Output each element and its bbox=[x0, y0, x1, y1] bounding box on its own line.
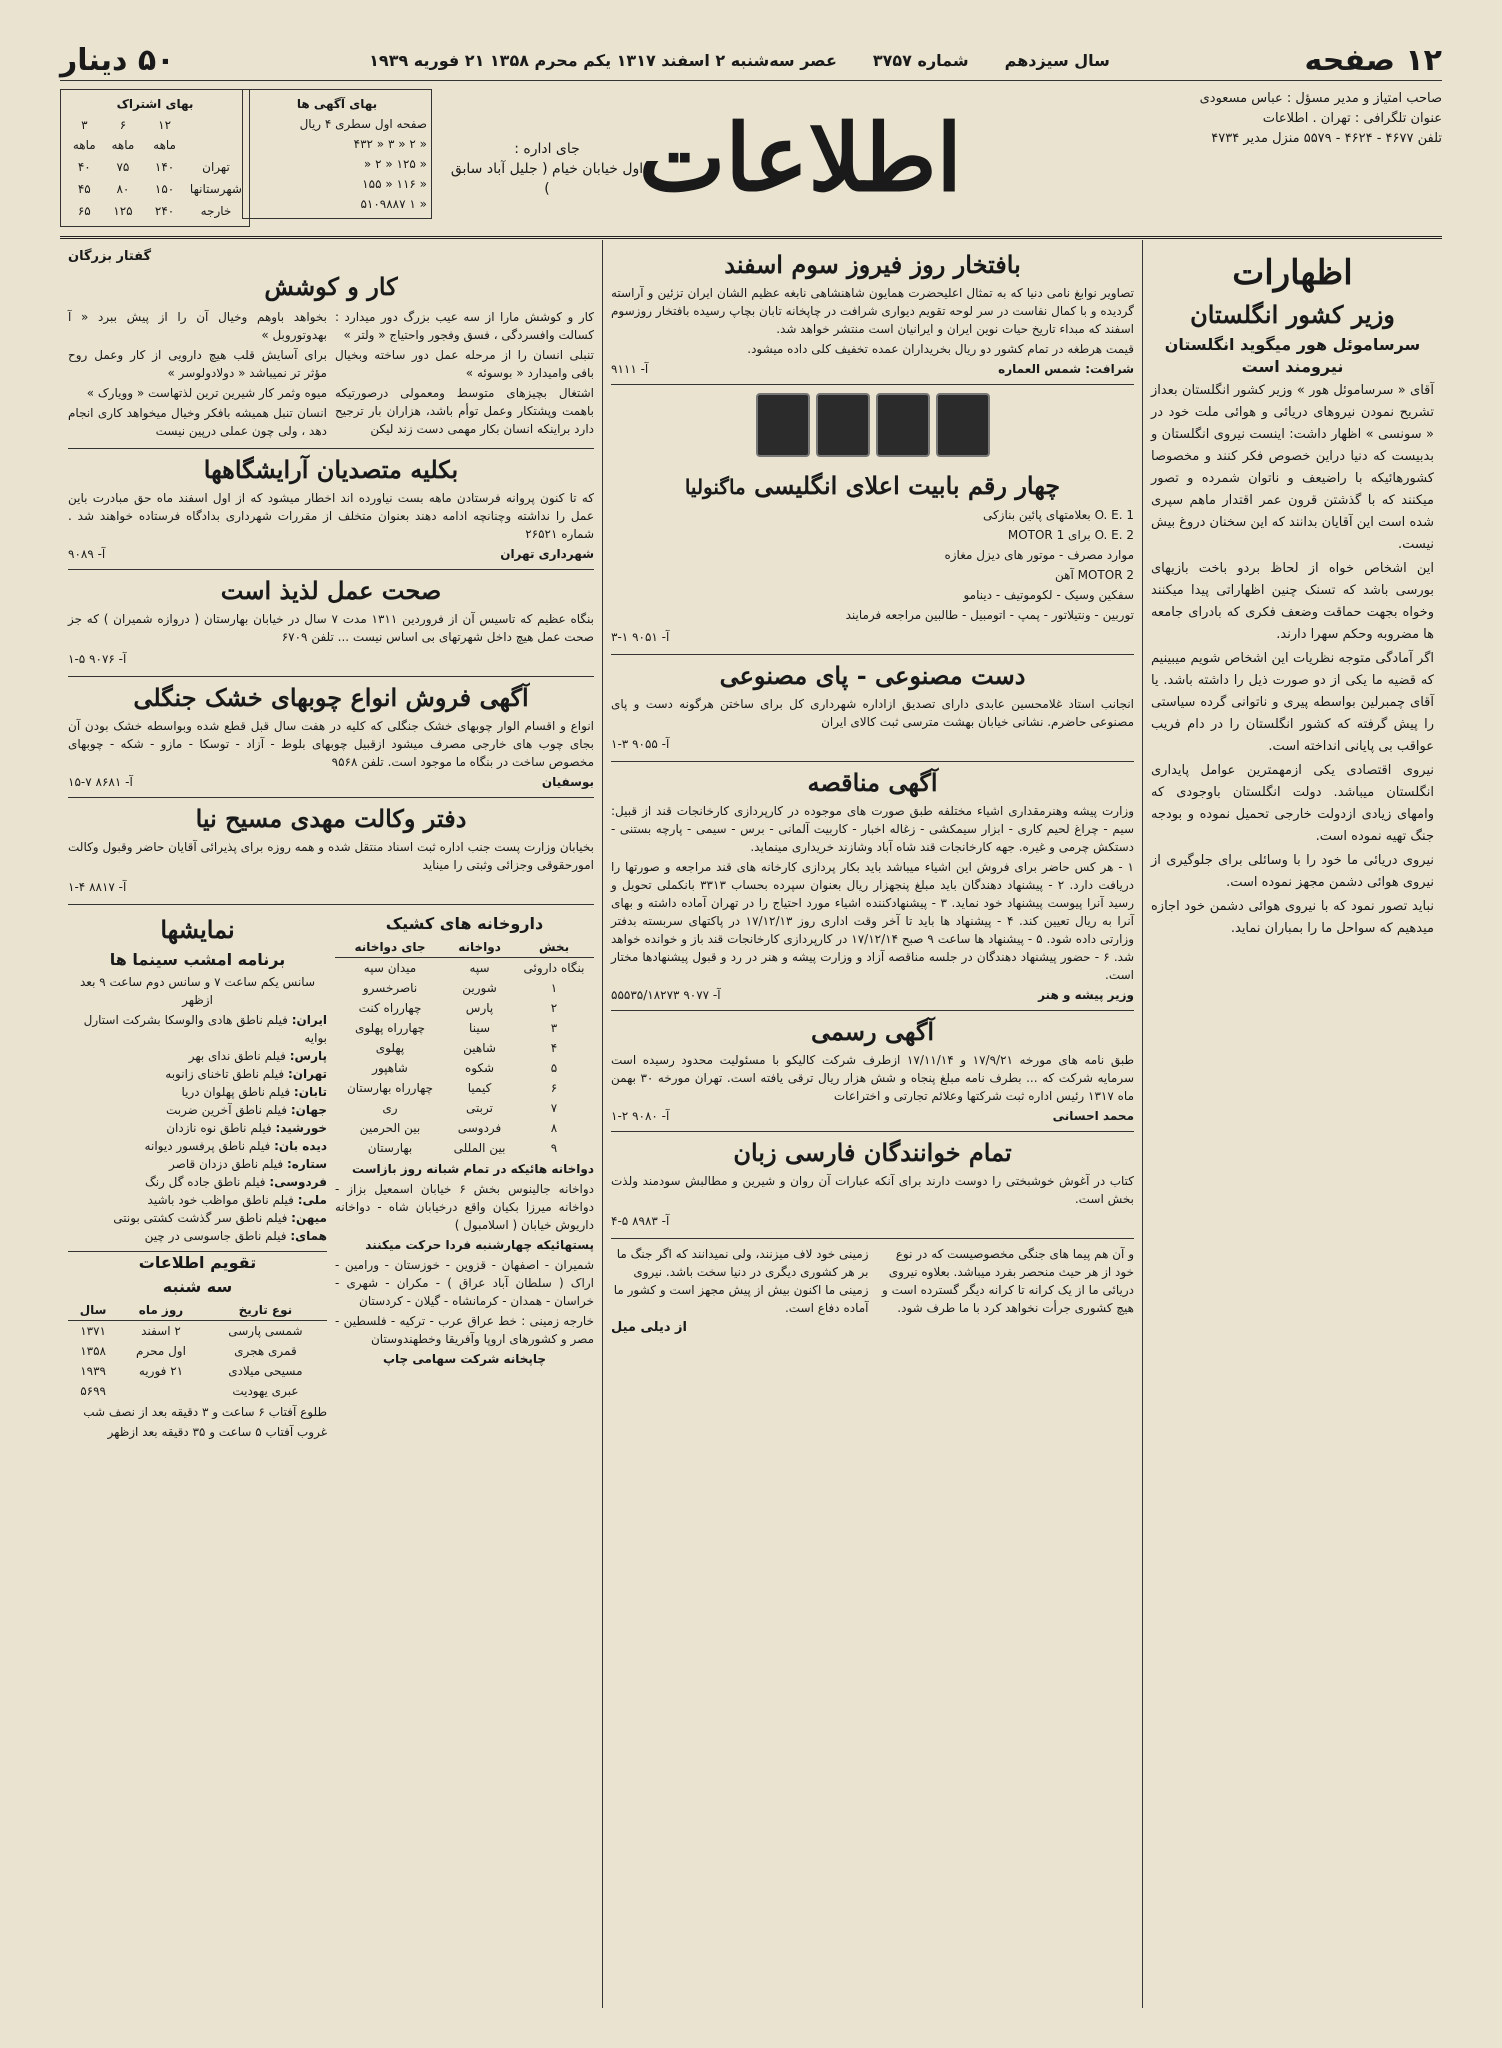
ad-line: سفکین وسیک - لکوموتیف - دینامو bbox=[963, 588, 1134, 602]
office-address bbox=[447, 139, 647, 199]
article-body: اگر آمادگی متوجه نظریات این اشخاص شویم میبینیم که قضیه ما یکی از دو صورت ذیل را داشته باشد. یا آقای چمبرلین بواسطه پیری و ناتوانی گرده سیاستی را پیش گرفته که کشور انگلستان را در دام فریب عواقب بی پایانی انداخته است. bbox=[1151, 651, 1434, 754]
pharmacy-title: داروخانه های کشیک bbox=[385, 914, 544, 933]
column-misc bbox=[60, 240, 602, 2008]
cinema-row: میهن: فیلم ناطق سر گذشت کشتی بونتی bbox=[113, 1211, 327, 1225]
subs-title: بهای اشتراک bbox=[116, 97, 194, 111]
continuation-text: زمینی خود لاف میزنند، ولی نمیدانند که اگر جنگ ما بر هر کشوری دیگری در دنیا سخت باشد. نیروی زمینی ما اکنون بیش از پیش مجهز است و کشور ما آماده دفاع است. bbox=[613, 1247, 869, 1315]
cinema-row: ملی: فیلم ناطق مواظب خود باشید bbox=[147, 1193, 327, 1207]
ad-title: چهار رقم بابیت اعلای انگلیسی ماگنولیا bbox=[684, 471, 1061, 500]
ad-ref: آ- ۸۹۸۳ ۵-۴ bbox=[611, 1214, 670, 1228]
article-body: نیروی اقتصادی یکی ازمهمترین عوامل پایداری انگلستان میباشد. دولت انگلستان باوجودی که وامهای زیادی ازدولت خارجی تحمیل نموده و بودجه جنگ تهیه نموده است. bbox=[1151, 763, 1434, 844]
cinema-row: ستاره: فیلم ناطق دزدان قاصر bbox=[169, 1157, 327, 1171]
page-number: ۱۲ صفحه bbox=[1304, 42, 1442, 78]
printer: چاپخانه شرکت سهامی چاپ bbox=[382, 1352, 547, 1366]
tender-notice bbox=[611, 768, 1134, 1011]
cinema-row: پارس: فیلم ناطق ندای بهر bbox=[188, 1049, 327, 1063]
cinema-title: نمایشها bbox=[160, 915, 235, 944]
price: ۵۰ دینار bbox=[60, 42, 175, 78]
article-body: آقای « سرساموئل هور » وزیر کشور انگلستان بعداز تشریح نمودن نیروهای دریائی و هوائی ملت خود در « سونسی » اظهار داشت: اینست نیروی انگلستان و بدبیست که دنیا دراین خصوص فکر کنند و مخصوصا کشورهائیکه با راضیعف و ناتوان شمرده و تصور میکنند که با گذشتن قرون عمر اقتدار ماهم سپری شده است این آقایان بدانند که این سخنان دروغ بیش نیست. bbox=[1151, 383, 1434, 552]
ad-line: موارد مصرف - موتور های دیزل مغازه bbox=[944, 548, 1134, 562]
ad-title: دست مصنوعی - پای مصنوعی bbox=[719, 661, 1026, 690]
ad-signature: بوسفیان bbox=[541, 775, 594, 789]
ad-ref: آ- ۹۱۱۱ bbox=[611, 362, 649, 376]
ad-text: تصاویر نوابغ نامی دنیا که به تمثال اعلیحضرت همایون شاهنشاهی نابغه عظیم الشان ایران تزئین و آراسته گردیده و با کمال نفاست در سر لوحه تقویم دیواری شرافت در چاپخانه تابان بچاپ رسیده بافتخار روزسوم اسفند که مبداء تاریخ حیات نوین ایران و ایرانیان است منتشر خواهد شد. bbox=[611, 286, 1134, 336]
year: سال سیزدهم bbox=[1004, 50, 1110, 70]
subs-table: ۱۲ ماهه ۶ ماهه ۳ ماهه تهران ۱۴۰ ۷۵ ۴۰ شهرستانها ۱۵۰ ۸۰ ۴۵ خارجه ۲۴۰ ۱۲۵ ۶۵ bbox=[72, 118, 242, 218]
quote: میوه وثمر کار شیرین ترین لذتهاست « وویارک » bbox=[86, 386, 327, 400]
quote: بخواهد باوهم وخیال آن را از پیش ببرد « آ بهدوتوروبل » bbox=[68, 310, 327, 342]
adv-line: « ۱۱۶ « ۱۵۵ bbox=[362, 177, 427, 191]
ad-line: MOTOR 2 آهن bbox=[1055, 568, 1134, 582]
telegraph-address: عنوان تلگرافی : تهران . اطلاعات bbox=[1262, 111, 1442, 126]
ad-ref: آ- ۹۰۵۱ ۱-۳ bbox=[611, 630, 670, 644]
cinema-times: سانس یکم ساعت ۷ و سانس دوم ساعت ۹ بعد ازظهر bbox=[79, 975, 315, 1007]
post-foreign: خارجه زمینی : خط عراق عرب - ترکیه - فلسطین - مصر و کشورهای اروپا وآفریقا وخطهندوستان bbox=[335, 1314, 594, 1346]
quote: کار و کوشش مارا از سه عیب بزرگ دور میدارد : کسالت وافسردگی ، فسق وفجور واحتیاج « ولتر » bbox=[335, 310, 594, 342]
adv-title: بهای آگهی ها bbox=[296, 97, 378, 111]
calendar-ad bbox=[611, 250, 1134, 385]
article-subtitle: وزیر کشور انگلستان bbox=[1190, 300, 1395, 329]
cinema-row: همای: فیلم ناطق جاسوسی در چین bbox=[144, 1229, 327, 1243]
ad-text: طبق نامه های مورخه ۱۷/۹/۲۱ و ۱۷/۱۱/۱۴ ازطرف شرکت کالیکو با مسئولیت محدود رسیده است سرمایه شرکت که ... بطرف نامه مبلغ پنجاه و شش هزار ریال ترقی یافته است. تهران مورخه ۳۰ بهمن ماه ۱۳۱۷ رئیس اداره ثبت شرکتها وعلائم تجارتی و اختراعات bbox=[611, 1053, 1135, 1103]
cinema-row: تهران: فیلم ناطق تاخنای زانوبه bbox=[165, 1067, 327, 1081]
section-title: کار و کوشش bbox=[264, 272, 398, 301]
quote: برای آسایش قلب هیچ دارویی از کار وعمل روح مؤثر تر نمیباشد « دولادولوسر » bbox=[68, 348, 327, 380]
quote: اشتغال بچیزهای متوسط ومعمولی درصورتیکه باهمت وپشتکار وعمل توأم باشد، هزاران بار ترجیح دارد براینکه انسان بکار مهمی دست زند لیکن bbox=[335, 386, 594, 436]
lawyer-ad bbox=[68, 804, 594, 905]
ad-title: دفتر وکالت مهدی مسیح نیا bbox=[195, 804, 467, 833]
ad-title: آگهی رسمی bbox=[810, 1017, 935, 1046]
owner: صاحب امتیاز و مدیر مسؤل : عباس مسعودی bbox=[1199, 91, 1442, 106]
cinema-row: خورشید: فیلم ناطق نوه نازدان bbox=[166, 1121, 327, 1135]
pharmacy-table: بخش دواخانه جای دواخانه بنگاه داروئی سپه میدان سپه ۱ شورین ناصرخسرو ۲ پارس چهارراه کنت ۳ سینا چهارراه پهلوی ۴ شاهین پهلوی ۵ شکوه شاهپور ۶ کیمیا چهارراه بهارستان ۷ تربتی ری ۸ فردوسی بین الحرمین ۹ بین المللی بهارستان bbox=[335, 937, 594, 1158]
ad-title: تمام خوانندگان فارسی زبان bbox=[733, 1138, 1012, 1167]
ad-title: بافتخار روز فیروز سوم اسفند bbox=[724, 250, 1021, 279]
calendar-table: نوع تاریخ روز ماه سال شمسی پارسی ۲ اسفند ۱۳۷۱ قمری هجری اول محرم ۱۳۵۸ مسیحی میلادی ۲۱ فوریه ۱۹۳۹ عبری یهودیت ۵۶۹۹ bbox=[68, 1300, 327, 1401]
cinema-row: جهان: فیلم ناطق آخرین ضربت bbox=[165, 1103, 327, 1117]
ad-signature: شرافت: شمس العماره bbox=[998, 362, 1134, 376]
ad-text: ۱ - هر کس حاضر برای فروش این اشیاء میباشد باید بکار پردازی کارخانه های قند مراجعه و صورتها را دریافت دارد. ۲ - پیشنهاد دهندگان باید مبلغ پنجهزار ریال بعنوان سپرده بحساب ۳۳۱۳ بانکملی تحویل و رسید آنرا پیوست پیشنهاد خود نماید. ۳ - پیشنهادکننده اشیاء مورد احتیاج را در تهران آماده داشته و بهای آنرا به ریال تعیین کند. ۴ - پیشنهاد ها باید تا آخر وقت اداری روز ۱۷/۱۲/۱۳ در پاکتهای سربسته بدفتر وزارتی داده شود. ۵ - پیشنهاد ها ساعت ۹ صبح ۱۷/۱۲/۱۴ در کارپردازی کارخانجات قند باز و خوانده خواهد شد. ۶ - حضور پیشنهاد دهندگان در جلسه مناقصه آزاد و وزارت پیشه و هنر در رد و قبول پیشنهادها مختار است. bbox=[611, 860, 1135, 982]
ad-text: انجانب استاد غلامحسین عابدی دارای تصدیق ازاداره شهرداری کل برای ساختن هرگونه دست و پای مصنوعی حاضرم. نشانی خیابان بهشت مترسی ثبت کالای ایران bbox=[611, 697, 1134, 729]
barbers-notice bbox=[68, 455, 594, 570]
ad-signature: محمد احسانی bbox=[1052, 1109, 1134, 1123]
article-title: اظهارات bbox=[1232, 253, 1353, 293]
section-label: گفتار بزرگان bbox=[68, 249, 152, 264]
ad-ref: آ- ۹۰۸۹ bbox=[68, 547, 106, 561]
cinema-row: دیده بان: فیلم ناطق پرفسور دیوانه bbox=[144, 1139, 327, 1153]
masthead bbox=[60, 81, 1442, 239]
continuation-text: و آن هم پیما های جنگی مخصوصیست که در نوع خود از هر حیث منحصر بفرد میباشد. بعلاوه نیروی دریائی ما از یک کرانه تا کرانه دیگر گسترده است و هیچ کشوری جرأت نخواهد کرد با ما طرف شود. bbox=[882, 1247, 1134, 1315]
book-ad bbox=[611, 1138, 1134, 1239]
bearing-image bbox=[611, 393, 1134, 463]
phones: تلفن ۴۶۷۷ - ۴۶۲۴ - ۵۵۷۹ منزل مدیر ۴۷۳۴ bbox=[1211, 131, 1442, 146]
ad-ref: آ- ۸۶۸۱ ۷-۱۵ bbox=[68, 775, 133, 789]
ad-title: آگهی مناقصه bbox=[807, 768, 938, 797]
ad-text: بنگاه عظیم که تاسیس آن از فروردین ۱۳۱۱ مدت ۷ سال در خیابان بهارستان ( دروازه شمیران ) که جز صحت عمل هیچ داخل شهرتهای بی اساس نیست ... تلفن ۶۷۰۹ bbox=[68, 612, 594, 644]
ad-text: کتاب در آغوش خوشبختی را دوست دارند برای آنکه عبارات آن روان و شیرین و مطالبش سودمند ولذت بخش است. bbox=[611, 1174, 1134, 1206]
ad-text: بخیابان وزارت پست جنب اداره ثبت اسناد منتقل شده و همه روزه برای پذیرائی آقایان حاضر وقبول وکالت امورحقوقی وجزائی وثبتی را میناید bbox=[68, 840, 594, 872]
ad-text: انواع و اقسام الوار چوبهای خشک جنگلی که کلیه در هفت سال قبل قطع شده وبواسطه خشک بودن آن بجای چوب های خارجی مصرف میشود ازقبیل چوبهای بلوط - آزاد - توسکا - مازو - شکه - چوبهای مخصوص ساخت در بنگاه ما موجود است. تلفن ۹۵۶۸ bbox=[68, 719, 594, 769]
ad-brand: ماگنولیا bbox=[684, 475, 746, 499]
ad-text: که تا کنون پروانه فرستادن ماهه بست نیاورده اند اخطار میشود که از اول اسفند ماه حق مبادرت باین عمل را نداشته وچنانچه ادامه دهند بعنوان متخلف از مقررات شهرداری بدادگاه فرستاده خواهند شد . شماره ۲۶۵۲۱ bbox=[68, 491, 594, 541]
ad-title: صحت عمل لذیذ است bbox=[220, 576, 442, 605]
subscription-prices bbox=[60, 89, 250, 227]
listings bbox=[68, 911, 594, 1443]
ad-ref: آ- ۹۰۸۰ ۲-۱ bbox=[611, 1109, 670, 1123]
sunset: غروب آفتاب ۵ ساعت و ۳۵ دقیقه بعد ازظهر bbox=[107, 1425, 327, 1439]
article-body: نیروی دریائی ما خود را با وسائلی برای جلوگیری از نیروی هوائی دشمن مجهز نموده است. bbox=[1151, 853, 1434, 890]
masthead-info bbox=[1162, 89, 1442, 149]
babbitt-ad bbox=[611, 393, 1134, 655]
ad-ref: آ- ۹۰۵۵ ۳-۱ bbox=[611, 737, 670, 751]
quote: انسان تنبل همیشه بافکر وخیال میخواهد کاری انجام دهد ، ولی چون عملی درپین نیست bbox=[68, 406, 327, 438]
ad-ref: آ- ۹۰۷۷ ۵۵۵۳۵/۱۸۲۷۳ bbox=[611, 988, 721, 1002]
cinema-section bbox=[68, 911, 327, 1443]
article-continuation bbox=[611, 1245, 1134, 1317]
issue-date: عصر سه‌شنبه ۲ اسفند ۱۳۱۷ یکم محرم ۱۳۵۸ ۲۱ فوریه ۱۹۳۹ bbox=[369, 50, 837, 70]
timber-ad bbox=[68, 683, 594, 798]
post-body: شمیران - اصفهان - قزوین - خوزستان - ورامین - اراک ( سلطان آباد عراق ) - مکران - شهری - خراسان - همدان - کرمانشاه - گیلان - کردستان bbox=[335, 1258, 594, 1308]
post-title: پستهائیکه چهارشنبه فردا حرکت میکنند bbox=[365, 1238, 594, 1252]
calendar-day: سه شنبه bbox=[162, 1277, 233, 1296]
ad-line: توربین - ونتیلاتور - پمپ - اتومبیل - طالبین مراجعه فرمایند bbox=[845, 608, 1134, 622]
calendar-title: تقویم اطلاعات bbox=[68, 1251, 327, 1274]
ad-text: وزارت پیشه وهنرمقداری اشیاء مختلفه طبق صورت های موجوده در کارپردازی کارخانجات قند از قبیل: سیم - چراغ لحیم کاری - ابزار سیمکشی - زغاله اخبار - کاربیت آلمانی - برس - سیمی - پارچه بستنی - دستکش چرمی و غیره. جهه کارخانجات قند شاه آباد وشازند خریداری مینماید. bbox=[611, 804, 1134, 854]
cinema-row: فردوسی: فیلم ناطق جاده گل رنگ bbox=[144, 1175, 327, 1189]
column-statement bbox=[1142, 240, 1442, 2008]
ad-title: بکلیه متصدیان آرایشگاهها bbox=[203, 455, 459, 484]
issue-number: شماره ۳۷۵۷ bbox=[872, 50, 969, 70]
pharmacy-section bbox=[335, 911, 594, 1443]
cinema-row: تابان: فیلم ناطق پهلوان دریا bbox=[181, 1085, 327, 1099]
official-notice bbox=[611, 1017, 1134, 1132]
adv-line: صفحه اول سطری ۴ ریال bbox=[299, 117, 427, 131]
real-estate-ad bbox=[68, 576, 594, 677]
cinema-row: ایران: فیلم ناطق هادی والوسکا بشرکت استارل بوایه bbox=[83, 1013, 327, 1045]
ad-title: آگهی فروش انواع چوبهای خشک جنگلی bbox=[133, 683, 529, 712]
quotes-section bbox=[68, 246, 594, 449]
ad-text: قیمت هرطغه در تمام کشور دو ریال بخریداران عمده تخفیف کلی داده میشود. bbox=[747, 342, 1134, 356]
ad-signature: شهرداری تهران bbox=[500, 547, 594, 561]
adv-line: « ۱۲۵ « ۲ « bbox=[363, 157, 427, 171]
pharmacy-note: دواخانه جالینوس بخش ۶ خیابان اسمعیل بزاز - دواخانه میرزا بکیان واقع درخیابان شاه - دواخانه داریوش خیابان ( اسلامبول ) bbox=[335, 1182, 594, 1232]
column-ads bbox=[602, 240, 1142, 2008]
ad-line: O. E. 1 بعلامتهای پائین بنازکی bbox=[982, 508, 1134, 522]
quote: تنبلی انسان را از مرحله عمل دور ساخته وبخیال بافی وامیدارد « بوسوئه » bbox=[335, 348, 594, 380]
cinema-subtitle: برنامه امشب سینما ها bbox=[109, 950, 286, 969]
adv-line: « ۲ « ۳ « ۴۳۲ bbox=[353, 137, 427, 151]
ad-line: O. E. 2 برای MOTOR 1 bbox=[1007, 528, 1134, 542]
article-lead: سرساموئل هور میگوید انگلستان نیرومند است bbox=[1164, 335, 1421, 376]
article-body: این اشخاص خواه از لحاظ بردو باخت بازیهای بورسی باشد که تسنک چنین اظهاراتی پیدا میکنند وخواه بجهت حماقت وضعف فکری که بادرای جامعه ها مضروبه وحکم سهرا دارند. bbox=[1151, 561, 1434, 642]
sunrise: طلوع آفتاب ۶ ساعت و ۳ دقیقه بعد از نصف شب bbox=[83, 1405, 327, 1419]
ad-ref: آ- ۹۰۷۶ ۵-۱ bbox=[68, 652, 127, 666]
prosthetics-ad bbox=[611, 661, 1134, 762]
article-body: نباید تصور نمود که با نیروی هوائی دشمن خود اجازه میدهیم که سواحل ما را بمباران نماید. bbox=[1151, 899, 1434, 936]
office-title: جای اداره : bbox=[514, 141, 580, 157]
office-line: اول خیابان خیام ( جلیل آباد سابق ) bbox=[450, 161, 644, 197]
top-bar bbox=[60, 40, 1442, 81]
source: از دیلی میل bbox=[611, 1320, 687, 1335]
pharmacy-note: دواخانه هائیکه در تمام شبانه روز بازاست bbox=[352, 1162, 594, 1176]
ad-signature: وزیر پیشه و هنر bbox=[1038, 988, 1134, 1002]
adv-line: « ۱ ۵۱۰۹۸۸۷ bbox=[360, 197, 427, 211]
logo: اطلاعات bbox=[638, 104, 962, 212]
advert-prices bbox=[242, 89, 432, 219]
ad-ref: آ- ۸۸۱۷ ۴-۱ bbox=[68, 880, 127, 894]
